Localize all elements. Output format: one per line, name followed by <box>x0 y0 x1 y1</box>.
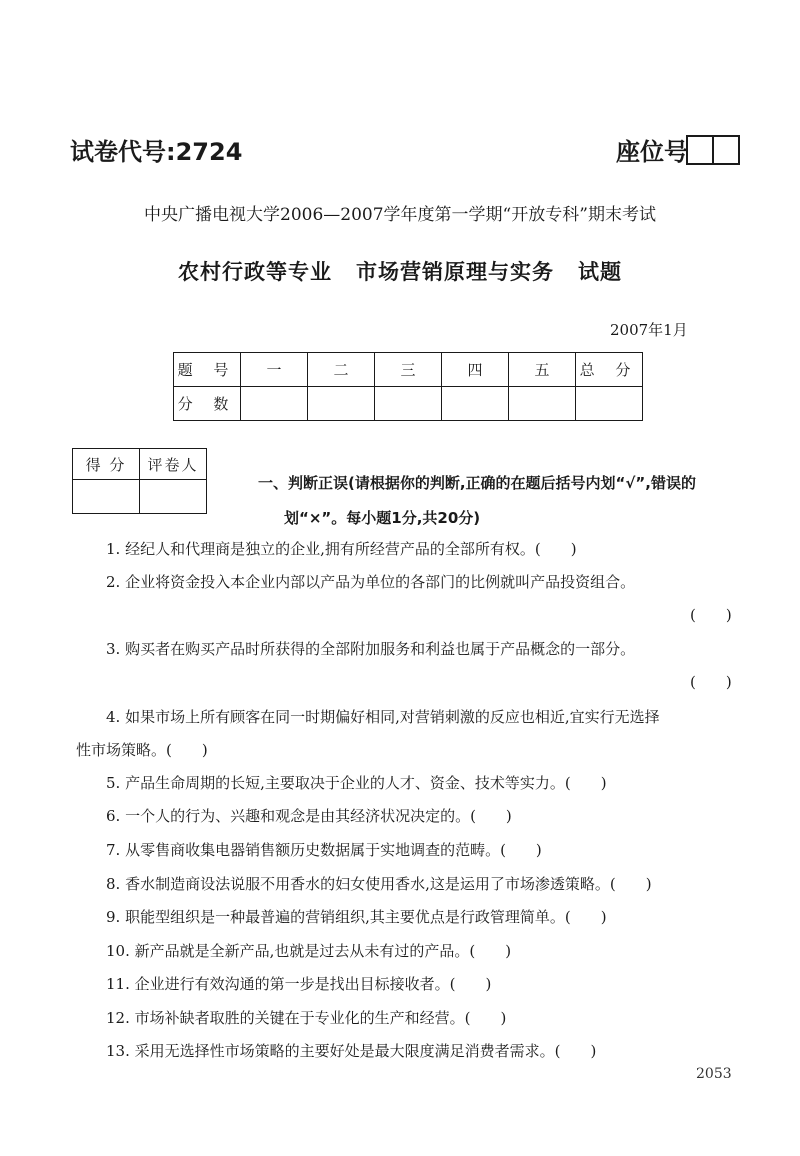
exam-date: 2007年1月 <box>610 321 688 339</box>
score-table-cell: 五 <box>509 353 576 387</box>
seat-label: 座位号 <box>616 138 688 166</box>
score-table-cell: 总 分 <box>576 353 643 387</box>
title-suffix: 试题 <box>578 260 622 284</box>
score-entry-cell[interactable] <box>375 387 442 421</box>
grader-score-label: 得 分 <box>73 449 140 480</box>
question-item: 13. 采用无选择性市场策略的主要好处是最大限度满足消费者需求。( ) <box>106 1042 597 1060</box>
question-item: 6. 一个人的行为、兴趣和观念是由其经济状况决定的。( ) <box>106 807 512 825</box>
score-entry-cell[interactable] <box>576 387 643 421</box>
score-table-cell: 题 号 <box>174 353 241 387</box>
question-item: 9. 职能型组织是一种最普遍的营销组织,其主要优点是行政管理简单。( ) <box>106 908 607 926</box>
score-table-cell: 二 <box>308 353 375 387</box>
seat-number <box>616 132 740 167</box>
score-entry-cell[interactable] <box>241 387 308 421</box>
score-table-header-row <box>174 353 643 387</box>
grader-table-entry-row <box>73 480 207 514</box>
score-table <box>173 352 643 421</box>
score-entry-cell[interactable] <box>308 387 375 421</box>
question-item: 7. 从零售商收集电器销售额历史数据属于实地调查的范畴。( ) <box>106 841 542 859</box>
score-entry-cell[interactable] <box>509 387 576 421</box>
grader-table <box>72 448 207 514</box>
grader-table-header-row <box>73 449 207 480</box>
exam-title <box>0 256 800 286</box>
answer-bracket[interactable]: ( ) <box>690 606 732 624</box>
grader-score-entry[interactable] <box>73 480 140 514</box>
score-table-cell: 四 <box>442 353 509 387</box>
section-heading-line: 一、判断正误(请根据你的判断,正确的在题后括号内划“√”,错误的 <box>258 474 696 492</box>
seat-box <box>712 135 740 165</box>
grader-name-label: 评卷人 <box>140 449 207 480</box>
exam-header: 中央广播电视大学2006—2007学年度第一学期“开放专科”期末考试 <box>144 205 656 225</box>
score-table-cell: 分 数 <box>174 387 241 421</box>
question-item: 8. 香水制造商设法说服不用香水的妇女使用香水,这是运用了市场渗透策略。( ) <box>106 875 652 893</box>
question-item: 10. 新产品就是全新产品,也就是过去从未有过的产品。( ) <box>106 942 512 960</box>
question-item: 1. 经纪人和代理商是独立的企业,拥有所经营产品的全部所有权。( ) <box>106 540 577 558</box>
score-table-cell: 三 <box>375 353 442 387</box>
score-table-score-row <box>174 387 643 421</box>
question-item-continuation: 性市场策略。( ) <box>76 741 208 759</box>
question-item: 12. 市场补缺者取胜的关键在于专业化的生产和经营。( ) <box>106 1009 507 1027</box>
question-item: 11. 企业进行有效沟通的第一步是找出目标接收者。( ) <box>106 975 492 993</box>
grader-name-entry[interactable] <box>140 480 207 514</box>
seat-box <box>686 135 714 165</box>
question-item: 4. 如果市场上所有顾客在同一时期偏好相同,对营销刺激的反应也相近,宜实行无选择 <box>106 708 660 726</box>
title-course: 市场营销原理与实务 <box>356 260 554 284</box>
question-item: 5. 产品生命周期的长短,主要取决于企业的人才、资金、技术等实力。( ) <box>106 774 607 792</box>
question-item: 2. 企业将资金投入本企业内部以产品为单位的各部门的比例就叫产品投资组合。 <box>106 573 636 591</box>
section-heading <box>258 466 748 536</box>
paper-code: 试卷代号:2724 <box>70 138 243 166</box>
answer-bracket[interactable]: ( ) <box>690 673 732 691</box>
page-number: 2053 <box>696 1066 732 1082</box>
score-table-cell: 一 <box>241 353 308 387</box>
section-heading-line: 划“×”。每小题1分,共20分) <box>284 509 481 527</box>
question-item: 3. 购买者在购买产品时所获得的全部附加服务和利益也属于产品概念的一部分。 <box>106 640 636 658</box>
title-major: 农村行政等专业 <box>178 260 332 284</box>
score-entry-cell[interactable] <box>442 387 509 421</box>
